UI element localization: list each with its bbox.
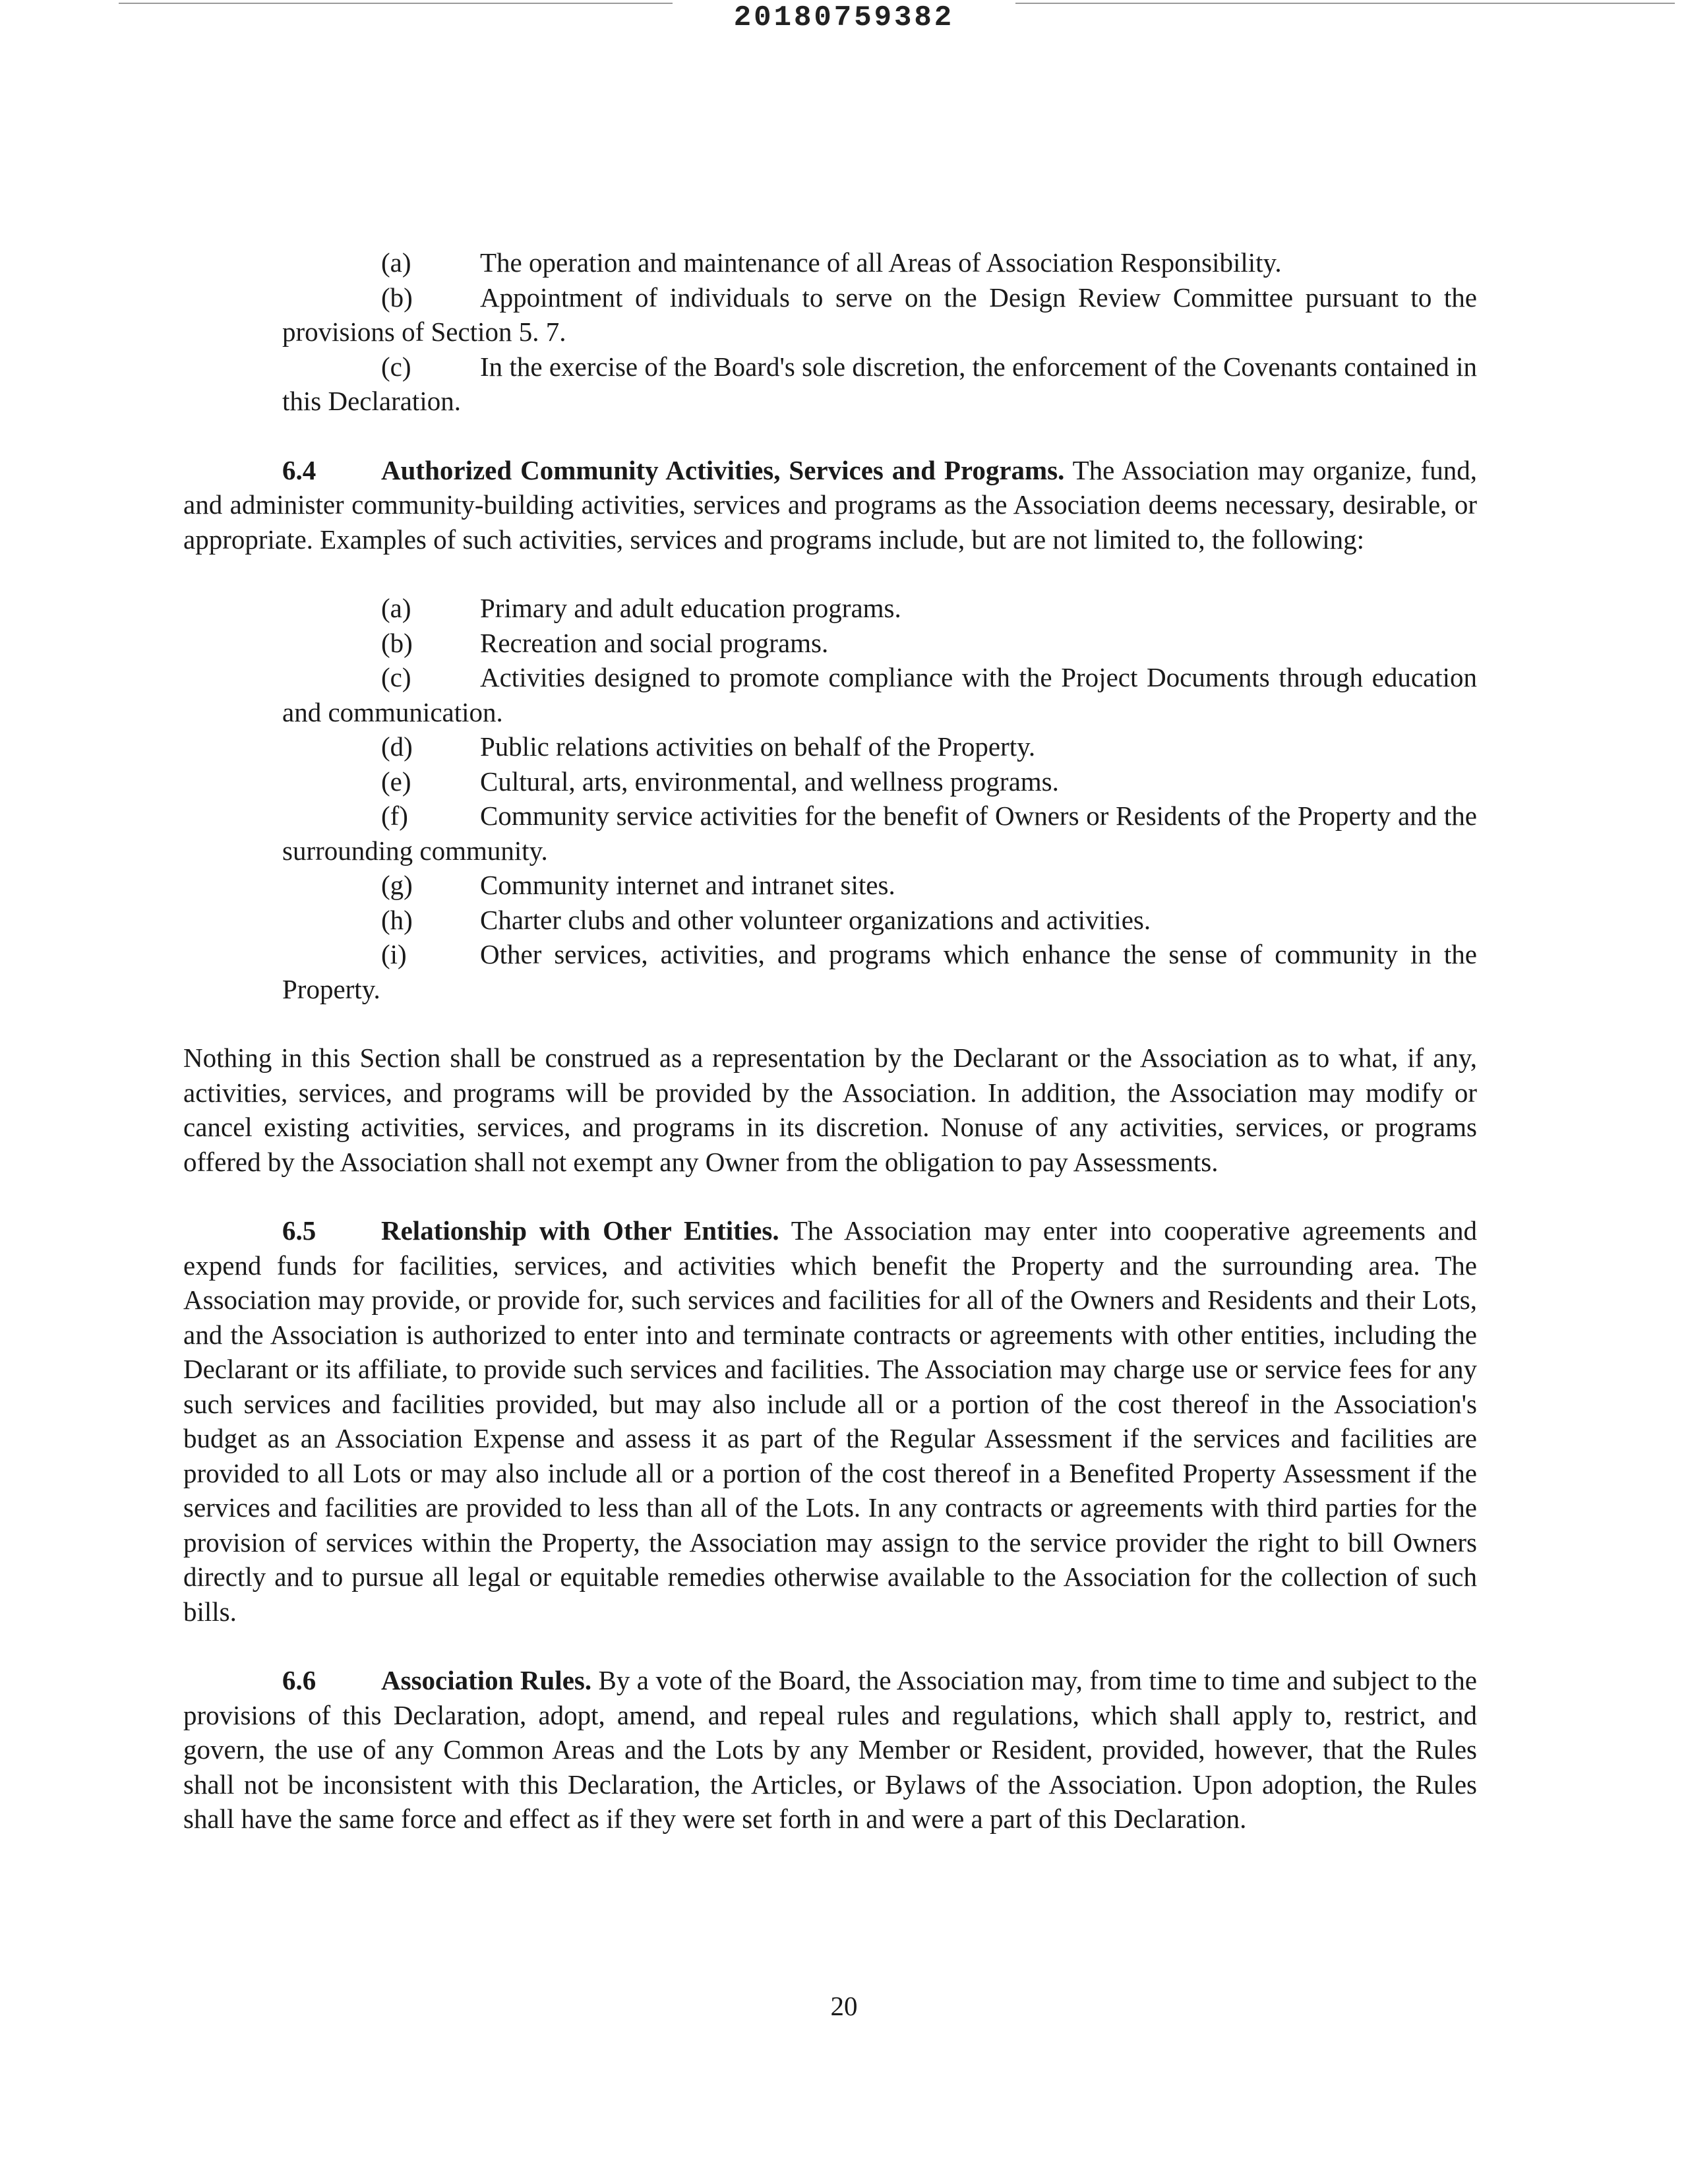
list-text: Appointment of individuals to serve on the Design Review Committee pursuant to the provisions of Section 5. 7. (282, 282, 1477, 347)
section-body: By a vote of the Board, the Association may, from time to time and subject to the provisions of this Declaration, adopt, amend, and repeal rules and regulations, which shall apply to, restrict, and govern, the use of any Common Areas and the Lots by any Member or Resident, provided, however, that the Rules shall not be inconsistent with this Declaration, the Articles, or Bylaws of the Association. Upon adoption, the Rules shall have the same force and effect as if they were set forth in and were a part of this Declaration. (183, 1665, 1477, 1834)
section-number: 6.5 (282, 1215, 316, 1246)
list-text: Other services, activities, and programs which enhance the sense of community in the Property. (282, 939, 1477, 1004)
list-text: Charter clubs and other volunteer organizations and activities. (480, 904, 1151, 935)
page-number: 20 (830, 1991, 858, 2021)
list-marker: (f) (381, 801, 408, 831)
section-heading: Association Rules. (381, 1665, 592, 1695)
list-text: Public relations activities on behalf of the Property. (480, 731, 1036, 762)
list-marker: (c) (381, 351, 411, 382)
list-item (282, 764, 1477, 799)
list-marker: (g) (381, 870, 413, 900)
list-text: Cultural, arts, environmental, and wellness programs. (480, 766, 1059, 797)
list-text: Recreation and social programs. (480, 627, 829, 658)
list-marker: (b) (381, 282, 413, 313)
page-body (183, 245, 1477, 1836)
list-marker: (b) (381, 627, 413, 658)
list-item (282, 903, 1477, 938)
list-marker: (e) (381, 766, 411, 797)
list-text: The operation and maintenance of all Areas of Association Responsibility. (480, 247, 1282, 278)
list-item (282, 799, 1477, 868)
section-6-6 (183, 1663, 1477, 1836)
document-number: 20180759382 (733, 1, 955, 34)
list-marker: (a) (381, 593, 411, 623)
section-body: The Association may enter into cooperative agreements and expend funds for facilities, services, and activities which benefit the Property and the surrounding area. The Association may provide, or provide for, such services and facilities for all of the Owners and Residents and their Lots, and the Association is authorized to enter into and terminate contracts or agreements with other entities, including the Declarant or its affiliate, to provide such services and facilities. The Association may charge use or service fees for any such services and facilities provided, but may also include all or a portion of the cost thereof in the Association's budget as an Association Expense and assess it as part of the Regular Assessment if the services and facilities are provided to all Lots or may also include all or a portion of the cost thereof in a Benefited Property Assessment if the services and facilities are provided to less than all of the Lots. In any contracts or agreements with third parties for the provision of services within the Property, the Association may assign to the service provider the right to bill Owners directly and to pursue all legal or equitable remedies otherwise available to the Association for the collection of such bills. (183, 1215, 1477, 1627)
list-marker: (h) (381, 904, 413, 935)
section-heading: Relationship with Other Entities. (381, 1215, 779, 1246)
section-6-5 (183, 1213, 1477, 1629)
list-text: Community internet and intranet sites. (480, 870, 895, 900)
section-6-4-closing: Nothing in this Section shall be construed as a representation by the Declarant or the Association as to what, if any, activities, services, and programs will be provided by the Association. In addition, the Association may modify or cancel existing activities, services, and programs in its discretion. Nonuse of any activities, services, or programs offered by the Association shall not exempt any Owner from the obligation to pay Assessments. (183, 1043, 1477, 1177)
list-item (282, 868, 1477, 903)
list-text: Community service activities for the benefit of Owners or Residents of the Property and the surrounding community. (282, 801, 1477, 866)
section-number: 6.4 (282, 454, 316, 485)
list-text: Primary and adult education programs. (480, 593, 901, 623)
section-number: 6.6 (282, 1665, 316, 1695)
section-body: The Association may organize, fund, and administer community-building activities, services and programs as the Association deems necessary, desirable, or appropriate. Examples of such activities, services and programs include, but are not limited to, the following: (183, 454, 1477, 555)
list-item (282, 280, 1477, 349)
list-text: In the exercise of the Board's sole discretion, the enforcement of the Covenants contained in this Declaration. (282, 351, 1477, 416)
list-item (282, 245, 1477, 280)
list-item (282, 591, 1477, 626)
list-item (282, 937, 1477, 1006)
list-item (282, 660, 1477, 729)
list-text: Activities designed to promote compliance with the Project Documents through education and communication. (282, 662, 1477, 727)
list-marker: (d) (381, 731, 413, 762)
list-marker: (a) (381, 247, 411, 278)
list-item (282, 729, 1477, 764)
section-heading: Authorized Community Activities, Services and Programs. (381, 454, 1065, 485)
list-item (282, 349, 1477, 419)
section-6-4 (183, 453, 1477, 557)
list-item (282, 626, 1477, 661)
list-marker: (i) (381, 939, 407, 969)
list-marker: (c) (381, 662, 411, 692)
